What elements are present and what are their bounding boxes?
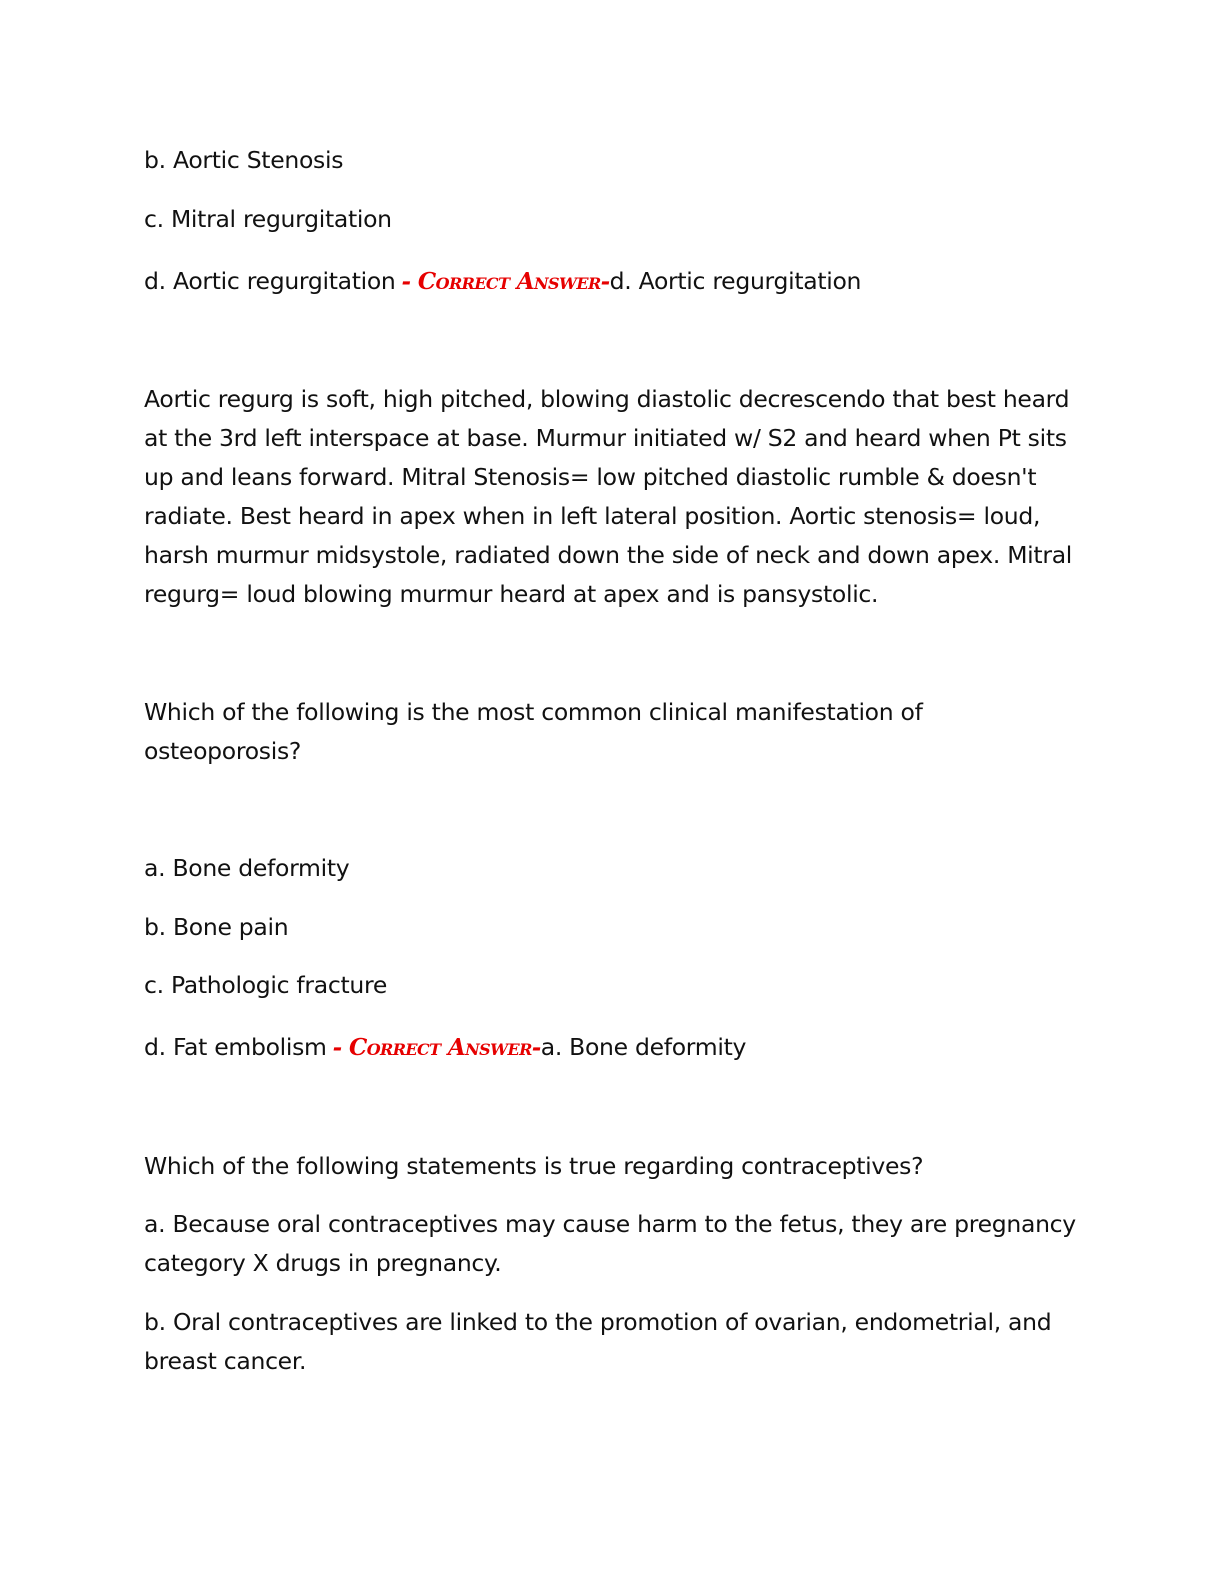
q2-answer: a. Bone deformity (540, 1033, 747, 1061)
q1-rationale-line: harsh murmur midsystole, radiated down the side of neck and down apex. Mitral (144, 541, 1073, 569)
q3-question: Which of the following statements is true regarding contraceptives? (144, 1152, 924, 1180)
q1-rationale-line: Aortic regurg is soft, high pitched, blowing diastolic decrescendo that best heard (144, 385, 1070, 413)
q1-option-c: c. Mitral regurgitation (144, 205, 392, 233)
q2-question (144, 693, 1079, 771)
q3-option-b-line: breast cancer. (144, 1347, 307, 1375)
q2-question-line: Which of the following is the most common clinical manifestation of (144, 698, 923, 726)
q1-rationale-line: up and leans forward. Mitral Stenosis= low pitched diastolic rumble & doesn't (144, 463, 1037, 491)
q1-answer: d. Aortic regurgitation (609, 267, 862, 295)
q1-rationale-line: radiate. Best heard in apex when in left lateral position. Aortic stenosis= loud, (144, 502, 1041, 530)
q3-option-a (144, 1205, 1079, 1283)
q1-correct-answer-label: - Correct Answer- (401, 268, 610, 295)
q1-option-d: d. Aortic regurgitation (144, 267, 396, 295)
q2-correct-answer-label: - Correct Answer- (332, 1034, 541, 1061)
q2-option-c: c. Pathologic fracture (144, 971, 387, 999)
q1-option-d-with-answer (144, 266, 861, 297)
q1-rationale (144, 380, 1079, 614)
q3-option-a-line: a. Because oral contraceptives may cause harm to the fetus, they are pregnancy (144, 1210, 1076, 1238)
q2-option-a: a. Bone deformity (144, 854, 350, 882)
q2-option-d-with-answer (144, 1032, 746, 1063)
q1-rationale-line: regurg= loud blowing murmur heard at apex and is pansystolic. (144, 580, 879, 608)
q3-option-b (144, 1303, 1079, 1381)
q3-option-a-line: category X drugs in pregnancy. (144, 1249, 502, 1277)
q1-rationale-line: at the 3rd left interspace at base. Murmur initiated w/ S2 and heard when Pt sits (144, 424, 1067, 452)
q2-question-line: osteoporosis? (144, 737, 302, 765)
q2-option-b: b. Bone pain (144, 913, 289, 941)
q3-option-b-line: b. Oral contraceptives are linked to the promotion of ovarian, endometrial, and (144, 1308, 1052, 1336)
q1-option-b: b. Aortic Stenosis (144, 146, 344, 174)
q2-option-d: d. Fat embolism (144, 1033, 327, 1061)
